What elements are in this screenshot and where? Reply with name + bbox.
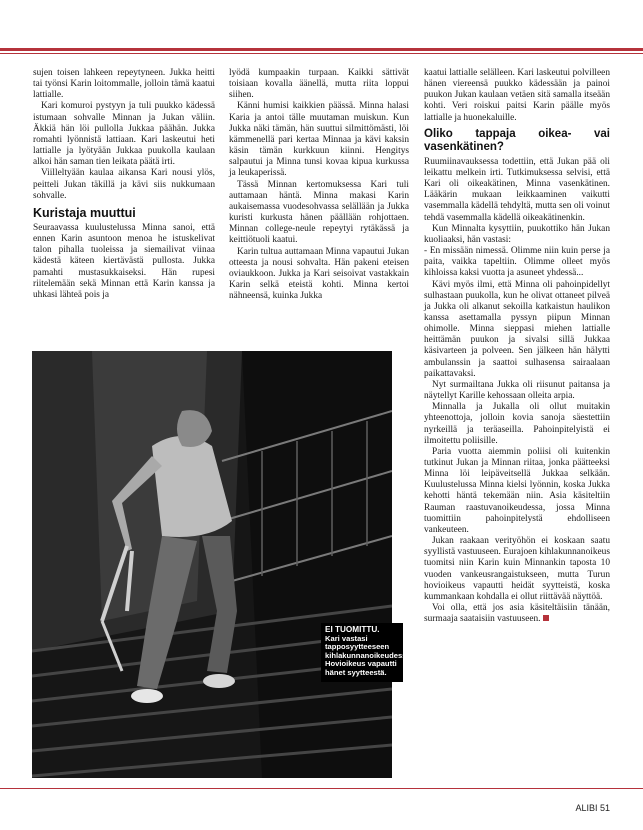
paragraph: Kävi myös ilmi, että Minna oli pahoinpidellyt sulhastaan puukolla, kun he olivat ottaneet pilveä ja Jukka oli alkanut sekoilla katkaistun haulikon kanssa asettamalla pyssyn piipun Minnan ohimolle. Minna sieppasi miehen lattialle heittämän puukon ja sivalsi sillä Jukkaa käsivarteen ja polveen. Sen jälkeen hän hälytti ambulanssin ja saattoi sulhasensa sairaalaan paikattavaksi. (424, 279, 610, 379)
article-column-1 (33, 68, 215, 301)
paragraph: Känni humisi kaikkien päässä. Minna halasi Karia ja antoi tälle muutaman muiskun. Kun Jukka näki tämän, hän suuttui silmittömästi, löi kämmenellä pari kertaa Minnaa ja kävi kaksin käsin tämän kurkkuun kiinni. Hengitys salpautui ja Minna tunsi kovaa kipua kurkussa ja leukaperissä. (229, 101, 409, 179)
paragraph: sujen toisen lahkeen repeytyneen. Jukka heitti tai työnsi Karin loitommalle, jolloin tämä kaatui lattialle. (33, 68, 215, 101)
paragraph (424, 603, 610, 625)
section-heading: Kuristaja muuttui (33, 205, 136, 220)
paragraph: lyödä kumpaakin turpaan. Kaikki sättivät toisiaan kovalla äänellä, mutta riita loppui siihen. (229, 68, 409, 101)
caption-text: Kari vastasi tapposyytteeseen kihlakunnanoikeudessa. Hovioikeus vapautti hänet syytteestä. (325, 633, 413, 677)
page-footer: ALIBI 51 (575, 803, 610, 813)
top-rule-thin (0, 53, 643, 54)
paragraph: Paria vuotta aiemmin poliisi oli kuitenkin tutkinut Jukan ja Minnan riitaa, jonka päätteeksi Minna löi leipäveitsellä Jukkaa selkään. Kuulustelussa Minna kielsi lyönnin, koska Jukka kehotti häntä tekemään niin. Asia käsiteltiin Rauman raastuvanoikeudessa, jossa Minna tuomittiin pahoinpitelystä ehdolliseen vankeuteen. (424, 446, 610, 535)
top-rule-thick (0, 48, 643, 51)
paragraph: Viilleltyään kaulaa aikansa Kari nousi ylös, peitteli Jukan täkillä ja kävi siis nukkumaan sohvalle. (33, 168, 215, 201)
article-photo (32, 351, 392, 778)
paragraph-text: Voi olla, että jos asia käsiteltäisiin tänään, surmaaja saataisiin vastuuseen. (424, 603, 610, 625)
paragraph: Karin tultua auttamaan Minna vapautui Jukan otteesta ja nousi sohvalta. Hän pakeni eteisen oviaukkoon. Jukka ja Kari seisoivat vastakkain Karin selkä eteistä kohti. Minna kertoi nähneensä, kuinka Jukka (229, 246, 409, 302)
paragraph: Kari komuroi pystyyn ja tuli puukko kädessä istumaan sohvalle Minnan ja Jukan väliin. Äkkiä hän löi pullolla Jukkaa päähän. Jukka romahti lyönnistä lattiaan. Kari laskeutui heti lattialle ja lyötyään Jukkaa puukolla kaulaan alkoi hän saman tien leikata päätä irti. (33, 101, 215, 168)
paragraph: - En missään nimessä. Olimme niin kuin perse ja paita, vaikka tapeltiin. Olimme olleet myös kihloissa kaksi vuotta ja asuneet yhdessä... (424, 246, 610, 279)
caption-title: EI TUOMITTU. (325, 625, 380, 634)
paragraph: Minnalla ja Jukalla oli ollut muitakin yhteenottoja, jolloin kovia sanoja säestettiin nyrkeillä ja teräaseilla. Pahoinpitelyistä ei ilmoitettu poliisille. (424, 402, 610, 446)
photo-caption (321, 623, 413, 682)
paragraph: Ruumiinavauksessa todettiin, että Jukan pää oli leikattu melkein irti. Tutkimuksessa selvisi, että Kari oli oikeakätinen, Minna vasenkätinen. Lääkärin mukaan leikkaaminen vaikutti vasemmalla kädellä tehdyltä, mutta sen oli voinut tehdä vasemmalla kädellä oikeakätinenkin. (424, 156, 610, 223)
paragraph: Seuraavassa kuulustelussa Minna sanoi, että ennen Karin asuntoon menoa he istuskelivat talon pihalla tuoleissa ja siemailivat viinaa kädestä käteen kiertävästä pullosta. Jukka pamahti mustasukkaiseksi. Hän rupesi riitelemään sekä Minnan että Karin kanssa ja uhkasi lähteä pois ja (33, 222, 215, 300)
article-column-2 (229, 68, 409, 302)
paragraph: Tässä Minnan kertomuksessa Kari tuli auttamaan häntä. Minna makasi Karin aukaisemassa vuodesohvassa selällään ja Jukka kuristi kurkusta hänen päällään rohjottaen. Minnan college-neule repeytyi rytäkässä ja keittiötuoli kaatui. (229, 179, 409, 246)
paragraph: Nyt surmailtana Jukka oli riisunut paitansa ja näytellyt Karille kehossaan olleita arpia. (424, 379, 610, 402)
paragraph: kaatui lattialle selälleen. Kari laskeutui polvilleen hänen viereensä puukko kädessään ja painoi puukon Jukan kaulaan vetäen sitä samalla itseään kohti. Veri roiskui paitsi Karin päälle myös lattialle ja huonekaluille. (424, 68, 610, 123)
end-mark (543, 615, 549, 621)
section-heading: Oliko tappaja oikea- vai vasenkätinen? (424, 127, 610, 153)
photo-illustration (32, 351, 392, 778)
paragraph: Jukan raakaan verityöhön ei koskaan saatu syyllistä vastuuseen. Eurajoen kihlakunnanoikeus tuomitsi niin Karin kuin Minnankin taposta 10 vuoden vankeusrangaistukseen, mutta Turun hovioikeus vapautti heidät syytteistä, koska kummankaan kohdalla ei ollut riittävää näyttöä. (424, 536, 610, 602)
bottom-rule (0, 788, 643, 789)
paragraph: Kun Minnalta kysyttiin, puukottiko hän Jukan kuoliaaksi, hän vastasi: (424, 223, 610, 245)
article-column-3 (424, 68, 610, 625)
